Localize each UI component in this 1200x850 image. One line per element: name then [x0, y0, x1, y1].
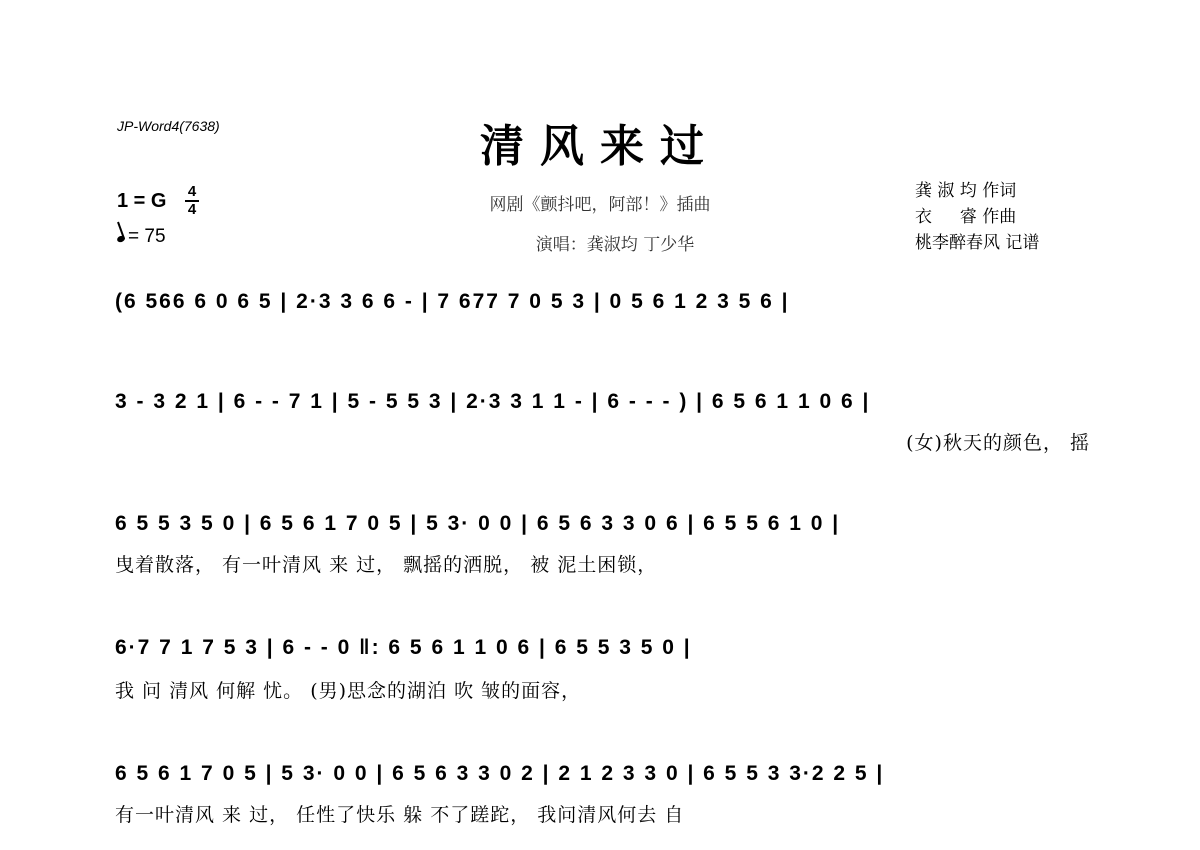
- composer-credit: 衣 睿 作曲: [915, 207, 1017, 227]
- notation-line-4: 6·7 7 1 7 5 3 | 6 - - 0 ‖: 6 5 6 1 1 0 6 | 6 5 5 3 5 0 |: [115, 636, 692, 659]
- lyric-line-2: (女)秋天的颜色， 摇: [906, 432, 1090, 454]
- quarter-note-icon: [116, 235, 126, 243]
- tempo-value: = 75: [128, 226, 166, 247]
- credits: [915, 178, 1039, 256]
- time-top: 4: [187, 183, 197, 200]
- lyricist-credit: 龚 淑 均 作词: [915, 181, 1017, 201]
- song-title: 清风来过: [480, 121, 720, 172]
- key-signature: 1 = G: [117, 190, 167, 212]
- notation-line-1: (6 566 6 0 6 5 | 2·3 3 6 6 - | 7 677 7 0 5 3 | 0 5 6 1 2 3 5 6 |: [115, 290, 790, 313]
- time-bottom: 4: [187, 201, 197, 218]
- song-subtitle: 网剧《颤抖吧，阿部！》插曲: [489, 195, 711, 215]
- transcriber-credit: 桃李醉春风 记谱: [915, 233, 1040, 253]
- lyric-line-5: 有一叶清风 来 过， 任性了快乐 躲 不了蹉跎， 我问清风何去 自: [115, 804, 685, 826]
- notation-line-2: 3 - 3 2 1 | 6 - - 7 1 | 5 - 5 5 3 | 2·3 3 1 1 - | 6 - - - ) | 6 5 6 1 1 0 6 |: [115, 390, 871, 413]
- tempo-marking: [117, 226, 166, 248]
- notation-line-5: 6 5 6 1 7 0 5 | 5 3· 0 0 | 6 5 6 3 3 0 2 | 2 1 2 3 3 0 | 6 5 5 3 3·2 2 5 |: [115, 762, 885, 785]
- time-signature: [185, 185, 199, 217]
- notation-line-3: 6 5 5 3 5 0 | 6 5 6 1 7 0 5 | 5 3· 0 0 | 6 5 6 3 3 0 6 | 6 5 5 6 1 0 |: [115, 512, 841, 535]
- software-label: JP-Word4(7638): [117, 118, 220, 134]
- singers: 演唱：龚淑均 丁少华: [535, 235, 695, 255]
- lyric-line-4: 我 问 清风 何解 忧。 (男)思念的湖泊 吹 皱的面容，: [115, 680, 582, 702]
- lyric-line-3: 曳着散落， 有一叶清风 来 过， 飘摇的洒脱， 被 泥土困锁，: [115, 554, 658, 576]
